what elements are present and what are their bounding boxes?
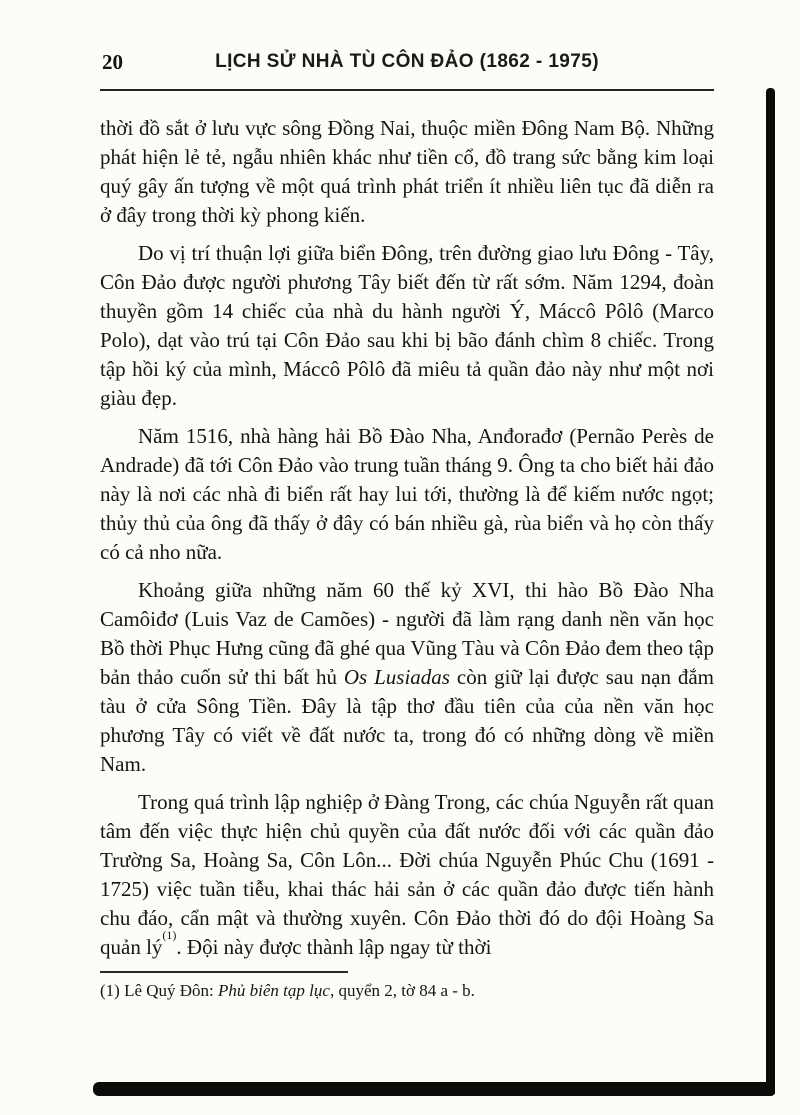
paragraph-1-text: thời đồ sắt ở lưu vực sông Đồng Nai, thuộc miền Đông Nam Bộ. Những phát hiện lẻ tẻ, ngẫu nhiên khác như tiền cổ, đồ trang sức bằng kim loại quý gây ấn tượng về một quá trình phát triển ít nhiều liên tục đã diễn ra ở đây trong thời kỳ phong kiến. xyxy=(100,116,714,227)
page-content xyxy=(100,50,714,1002)
scan-edge-bottom xyxy=(93,1082,775,1096)
scan-edge-right xyxy=(766,88,775,1094)
paragraph-5-text-start: Trong quá trình lập nghiệp ở Đàng Trong, các chúa Nguyễn rất quan tâm đến việc thực hiện chủ quyền của đất nước đối với các quần đảo Trường Sa, Hoàng Sa, Côn Lôn... Đời chúa Nguyễn Phúc Chu (1691 - 1725) việc tuần tiễu, khai thác hải sản ở các quần đảo được tiến hành chu đáo, cẩn mật và thường xuyên. Côn Đảo thời đó do đội Hoàng Sa quản lý xyxy=(100,790,714,959)
paragraph-5 xyxy=(100,788,714,962)
paragraph-3-text: Năm 1516, nhà hàng hải Bồ Đào Nha, Anđorađơ (Pernão Perès de Andrade) đã tới Côn Đảo vào trung tuần tháng 9. Ông ta cho biết hải đảo này là nơi các nhà đi biển rất hay lui tới, thường là để kiếm nước ngọt; thủy thủ của ông đã thấy ở đây có bán nhiều gà, rùa biển và họ còn thấy có cả nho nữa. xyxy=(100,424,714,564)
footnote xyxy=(100,980,714,1002)
paragraph-4-text-end: còn giữ lại được sau nạn đắm tàu ở cửa Sông Tiền. Đây là tập thơ đầu tiên của của nền văn học phương Tây có viết về đất nước ta, trong đó có những dòng về miền Nam. xyxy=(100,665,714,776)
paragraph-4-text-start: Khoảng giữa những năm 60 thế kỷ XVI, thi hào Bồ Đào Nha Camôiđơ (Luis Vaz de Camões) - người đã làm rạng danh nền văn học Bồ thời Phục Hưng cũng đã ghé qua Vũng Tàu và Côn Đảo đem theo tập bản thảo cuốn sử thi bất hủ xyxy=(100,578,714,689)
paragraph-3 xyxy=(100,422,714,567)
footnote-reference: (1) xyxy=(162,928,177,942)
footnote-work-title: Phủ biên tạp lục xyxy=(218,981,330,1000)
body-text xyxy=(100,114,714,962)
paragraph-2-text: Do vị trí thuận lợi giữa biển Đông, trên đường giao lưu Đông - Tây, Côn Đảo được người phương Tây biết đến từ rất sớm. Năm 1294, đoàn thuyền gồm 14 chiếc của nhà du hành người Ý, Máccô Pôlô (Marco Polo), dạt vào trú tại Côn Đảo sau khi bị bão đánh chìm 8 chiếc. Trong tập hồi ký của mình, Máccô Pôlô đã miêu tả quần đảo này như một nơi giàu đẹp. xyxy=(100,241,714,410)
paragraph-2 xyxy=(100,239,714,413)
paragraph-4 xyxy=(100,576,714,779)
footnote-rest: , quyển 2, tờ 84 a - b. xyxy=(329,981,475,1000)
header-rule xyxy=(100,89,714,91)
paragraph-1 xyxy=(100,114,714,230)
book-title-os-lusiadas: Os Lusiadas xyxy=(343,665,450,689)
footnote-rule xyxy=(100,971,348,973)
page-title: LỊCH SỬ NHÀ TÙ CÔN ĐẢO (1862 - 1975) xyxy=(215,51,599,72)
footnote-marker: (1) Lê Quý Đôn: xyxy=(100,981,219,1000)
paragraph-5-text-end: . Đội này được thành lập ngay từ thời xyxy=(176,935,492,959)
page-header xyxy=(100,50,714,82)
footnote-area xyxy=(100,971,714,1002)
page-number: 20 xyxy=(102,50,123,74)
